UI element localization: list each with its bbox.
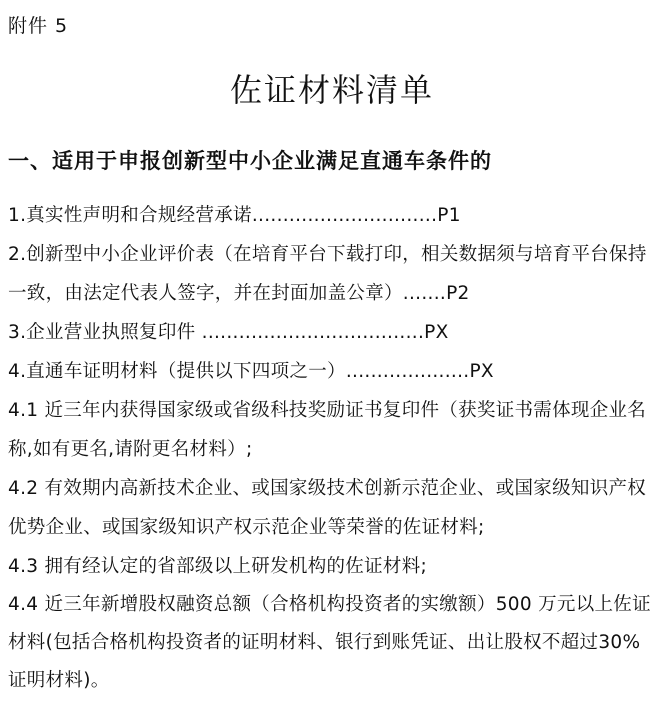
- list-item-declaration: 1.真实性声明和合规经营承诺..............................P1: [8, 205, 461, 226]
- evidence-list: [8, 196, 658, 700]
- list-item-business-license: 3.企业营业执照复印件 ....................................PX: [8, 322, 449, 343]
- list-item-evaluation-form: 2.创新型中小企业评价表（在培育平台下载打印，相关数据须与培育平台保持一致，由法定代表人签字，并在封面加盖公章）.......P2: [8, 244, 647, 304]
- list-item-4-2: 4.2 有效期内高新技术企业、或国家级技术创新示范企业、或国家级知识产权优势企业、或国家级知识产权示范企业等荣誉的佐证材料;: [8, 478, 647, 538]
- section-heading: 一、适用于申报创新型中小企业满足直通车条件的: [8, 149, 492, 173]
- list-item-4-3: 4.3 拥有经认定的省部级以上研发机构的佐证材料;: [8, 556, 428, 577]
- attachment-label: 附件 5: [8, 15, 69, 37]
- list-item-4-4: 4.4 近三年新增股权融资总额（合格机构投资者的实缴额）500 万元以上佐证材料(包括合格机构投资者的证明材料、银行到账凭证、出让股权不超过30%证明材料)。: [8, 594, 651, 691]
- page-title: 佐证材料清单: [229, 71, 434, 109]
- list-item-4-1: 4.1 近三年内获得国家级或省级科技奖励证书复印件（获奖证书需体现企业名称,如有更名,请附更名材料）;: [8, 400, 647, 460]
- list-item-fast-track-materials: 4.直通车证明材料（提供以下四项之一）....................PX: [8, 361, 494, 382]
